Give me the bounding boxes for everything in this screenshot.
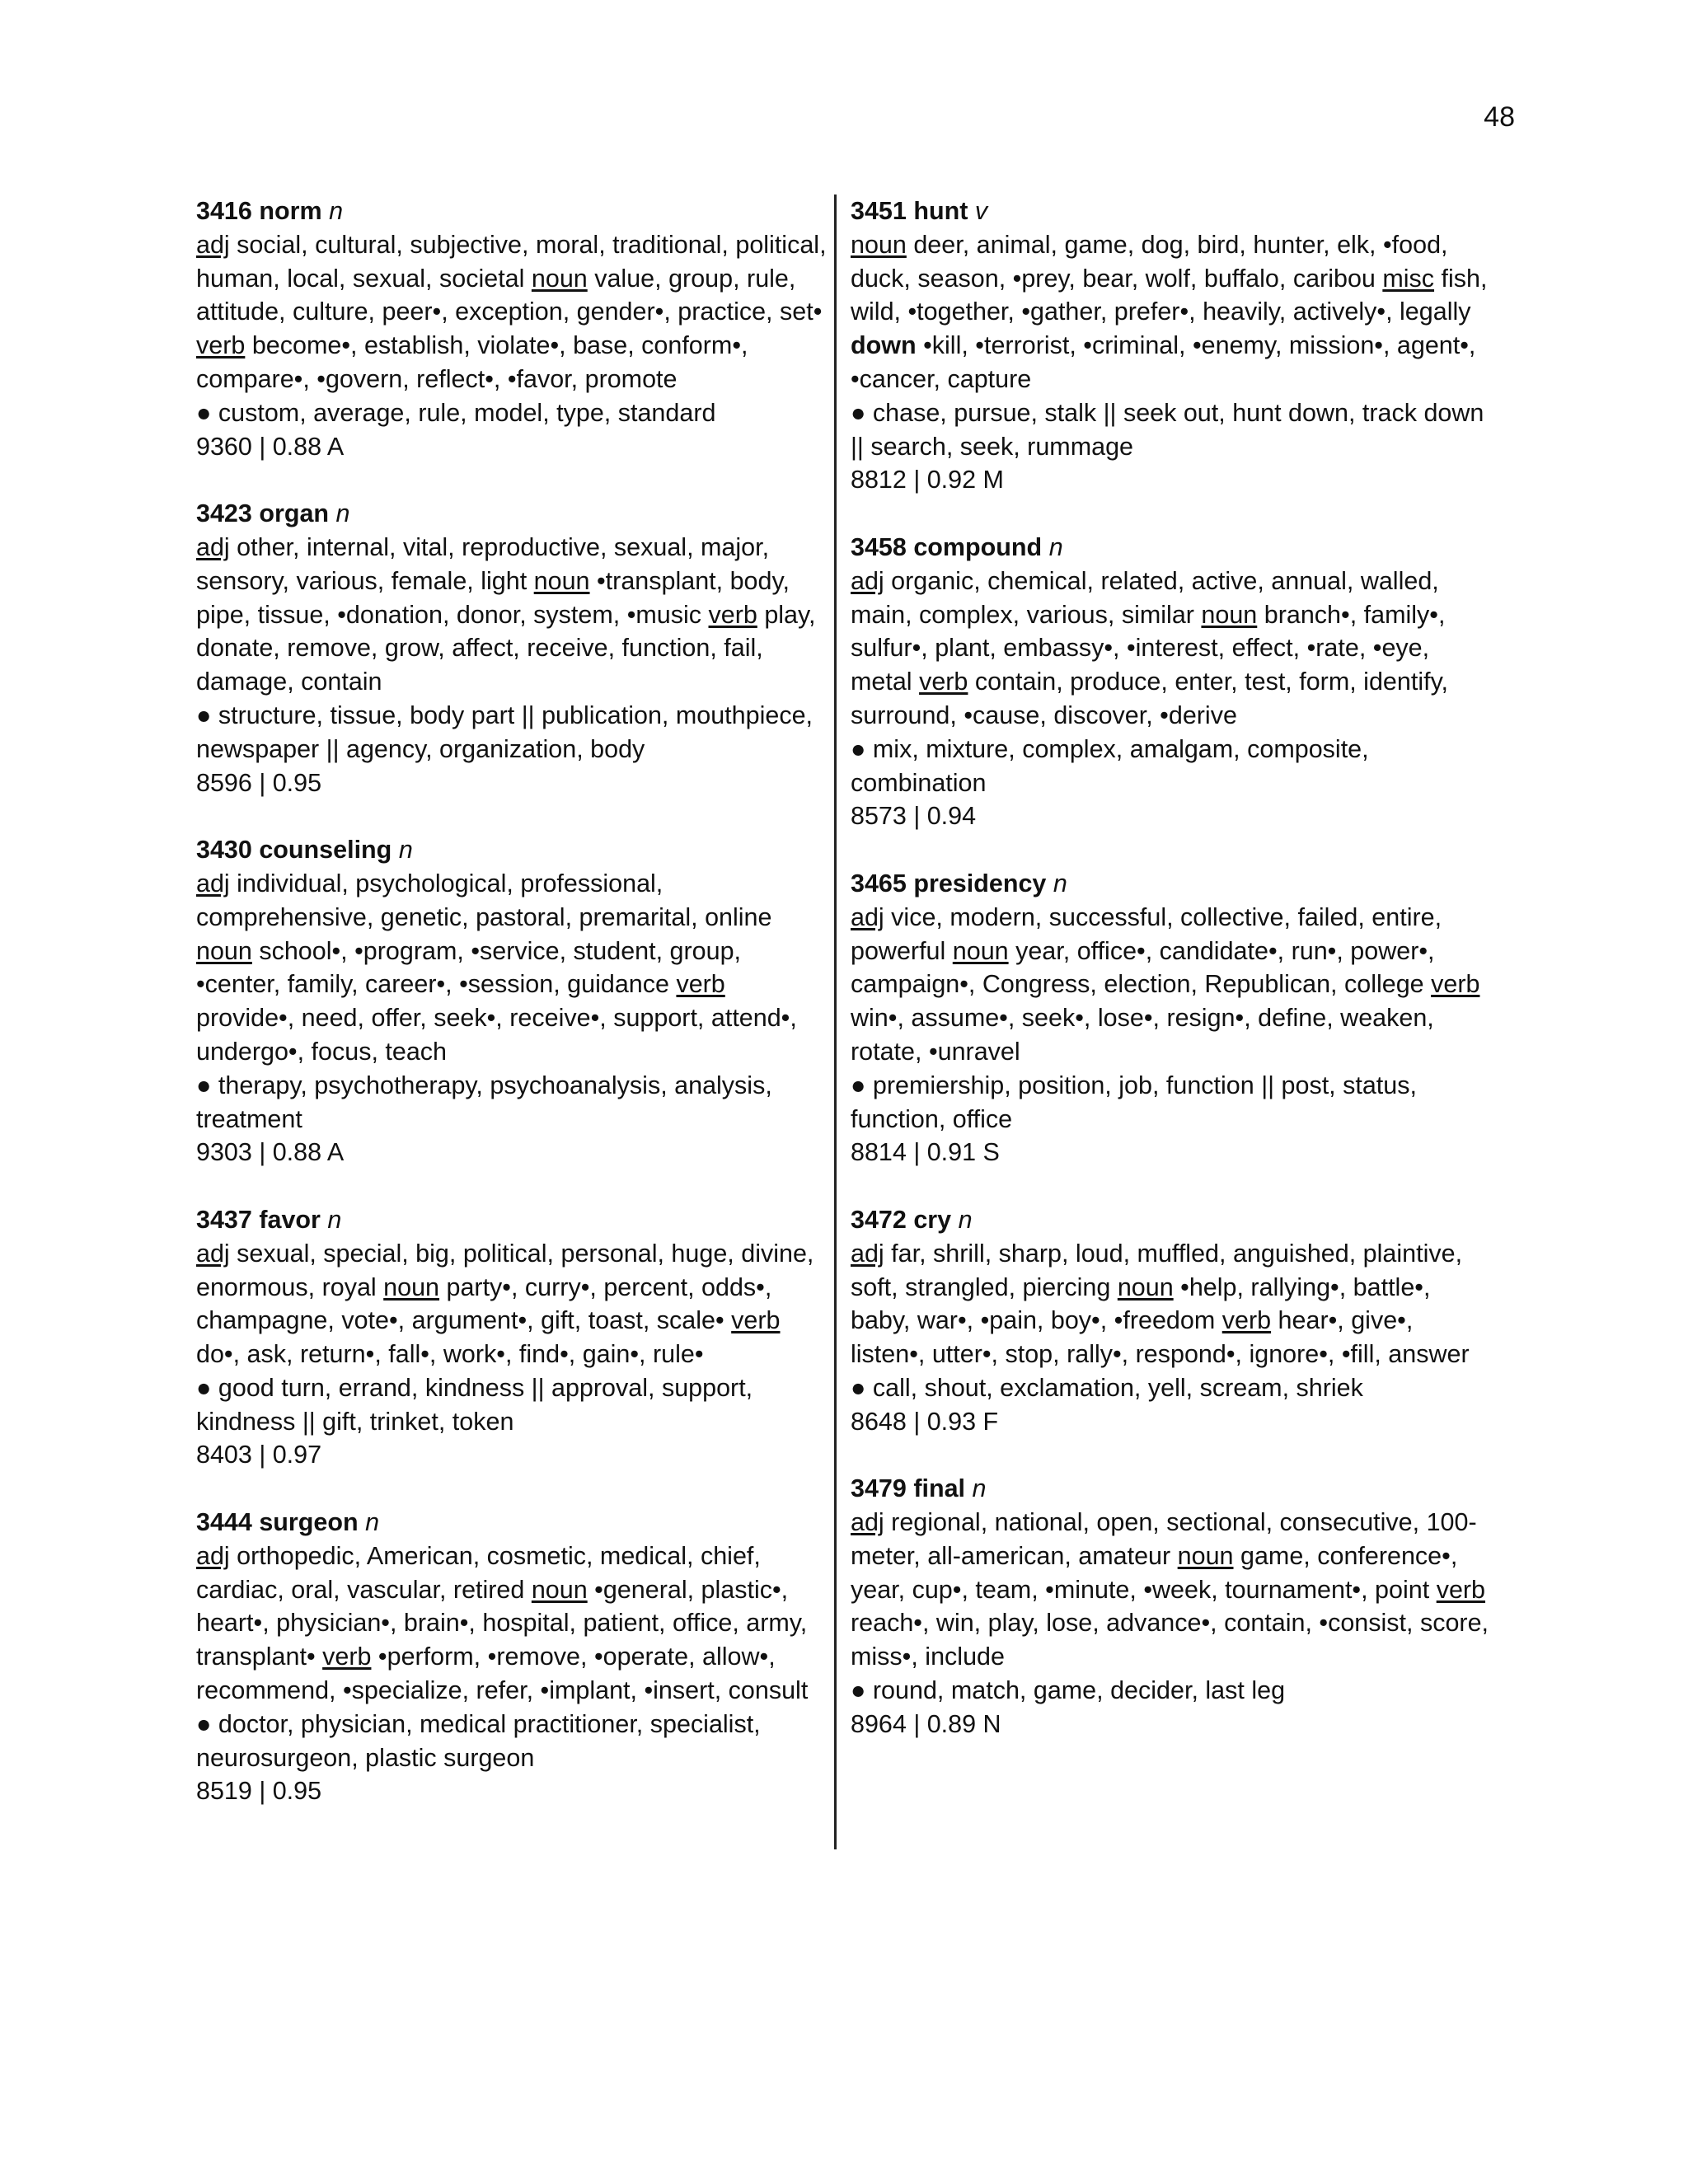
category-label: verb — [919, 668, 968, 696]
dictionary-entry — [196, 1203, 829, 1472]
entry-heading — [196, 1506, 829, 1540]
category-label: adj — [196, 869, 230, 898]
category-label: adj — [851, 566, 884, 595]
entry-line — [196, 1237, 829, 1371]
entry-line — [851, 1069, 1493, 1137]
phrasal-particle: down — [851, 331, 917, 360]
dictionary-entry — [196, 497, 829, 799]
category-label: adj — [196, 230, 230, 259]
part-of-speech: n — [1048, 532, 1063, 561]
entry-text: •transplant, body, pipe, tissue, •donation, donor, system, •music — [196, 566, 790, 629]
entry-line — [196, 1136, 829, 1169]
entry-heading — [851, 867, 1493, 901]
category-label: misc — [1382, 264, 1435, 293]
entry-heading — [196, 833, 829, 867]
entry-line — [196, 1708, 829, 1775]
entry-heading — [851, 531, 1493, 565]
part-of-speech: n — [335, 499, 350, 528]
category-label: adj — [196, 1239, 230, 1268]
entry-text: provide•, need, offer, seek•, receive•, support, attend•, undergo•, focus, teach — [196, 1004, 797, 1066]
entry-text: 8812 | 0.92 M — [851, 466, 1004, 494]
category-label: verb — [322, 1643, 372, 1671]
entry-text: play, donate, remove, grow, affect, receive, function, fail, damage, contain — [196, 600, 816, 696]
entry-text: party•, curry•, percent, odds•, champagne, vote•, argument•, gift, toast, scale• — [196, 1272, 772, 1335]
entry-heading — [196, 1203, 829, 1237]
right-column — [851, 194, 1493, 1774]
category-label: verb — [1431, 970, 1480, 999]
category-label: adj — [196, 1541, 230, 1570]
dictionary-entry — [851, 867, 1493, 1169]
headword: 3444 surgeon — [196, 1508, 359, 1537]
category-label: noun — [952, 936, 1009, 965]
entry-line — [851, 329, 1493, 396]
category-label: noun — [533, 566, 590, 595]
entry-line — [196, 766, 829, 800]
entry-text: game, conference•, year, cup•, team, •minute, •week, tournament•, point — [851, 1541, 1458, 1604]
entry-text: ● good turn, errand, kindness || approval, support, kindness || gift, trinket, token — [196, 1373, 753, 1436]
entry-line — [851, 1371, 1493, 1405]
entry-heading — [851, 1203, 1493, 1237]
entry-line — [196, 396, 829, 430]
entry-text: social, cultural, subjective, moral, traditional, political, human, local, sexual, societal — [196, 230, 827, 293]
dictionary-entry — [851, 1203, 1493, 1439]
entry-line — [196, 531, 829, 699]
dictionary-entry — [851, 531, 1493, 833]
entry-line — [851, 1708, 1493, 1741]
entry-text: school•, •program, •service, student, group, •center, family, career•, •session, guidance — [196, 936, 742, 999]
entry-text: ● mix, mixture, complex, amalgam, composite, combination — [851, 734, 1369, 797]
entry-text: 9360 | 0.88 A — [196, 432, 345, 461]
entry-text: ● round, match, game, decider, last leg — [851, 1676, 1286, 1705]
entry-text: •kill, •terrorist, •criminal, •enemy, mission•, agent•, •cancer, capture — [851, 331, 1476, 393]
category-label: noun — [851, 230, 907, 259]
category-label: verb — [1436, 1575, 1486, 1604]
entry-heading — [851, 1472, 1493, 1506]
entry-text: 8403 | 0.97 — [196, 1441, 322, 1469]
entry-text: •help, rallying•, battle•, baby, war•, •pain, boy•, •freedom — [851, 1272, 1431, 1335]
entry-line — [196, 1371, 829, 1439]
dictionary-entry — [196, 1506, 829, 1808]
category-label: verb — [676, 970, 725, 999]
part-of-speech: n — [1053, 869, 1067, 898]
entry-text: become•, establish, violate•, base, conform•, compare•, •govern, reflect•, •favor, promote — [196, 331, 748, 393]
entry-text: ● structure, tissue, body part || publication, mouthpiece, newspaper || agency, organization, body — [196, 701, 814, 763]
entry-text: win•, assume•, seek•, lose•, resign•, define, weaken, rotate, •unravel — [851, 1004, 1434, 1066]
entry-line — [196, 699, 829, 766]
entry-text: contain, produce, enter, test, form, identify, surround, •cause, discover, •derive — [851, 668, 1449, 729]
entry-line — [851, 565, 1493, 733]
entry-line — [851, 1405, 1493, 1439]
entry-text: deer, animal, game, dog, bird, hunter, elk, •food, duck, season, •prey, bear, wolf, buffalo, caribou — [851, 230, 1448, 293]
category-label: verb — [196, 331, 246, 360]
entry-line — [196, 867, 829, 1069]
headword: 3472 cry — [851, 1205, 952, 1234]
part-of-speech: n — [398, 836, 413, 865]
headword: 3430 counseling — [196, 836, 392, 865]
entry-heading — [196, 497, 829, 531]
headword: 3416 norm — [196, 197, 322, 225]
category-label: adj — [851, 1239, 884, 1268]
entry-text: 8573 | 0.94 — [851, 802, 977, 831]
category-label: noun — [531, 264, 588, 293]
headword: 3437 favor — [196, 1205, 321, 1234]
left-column — [196, 194, 829, 1842]
entry-line — [196, 1774, 829, 1808]
part-of-speech: n — [327, 1205, 342, 1234]
category-label: noun — [1117, 1272, 1174, 1301]
part-of-speech: n — [972, 1474, 987, 1503]
category-label: noun — [383, 1272, 440, 1301]
entry-text: ● doctor, physician, medical practitioner, specialist, neurosurgeon, plastic surgeon — [196, 1709, 761, 1772]
entry-text: ● custom, average, rule, model, type, standard — [196, 398, 716, 427]
entry-text: sexual, special, big, political, personal, huge, divine, enormous, royal — [196, 1239, 814, 1301]
entry-text: hear•, give•, listen•, utter•, stop, rally•, respond•, ignore•, •fill, answer — [851, 1306, 1470, 1369]
part-of-speech: n — [958, 1205, 973, 1234]
entry-text: 8596 | 0.95 — [196, 768, 322, 797]
entry-line — [196, 1069, 829, 1137]
entry-text: 8519 | 0.95 — [196, 1777, 322, 1806]
entry-text: reach•, win, play, lose, advance•, contain, •consist, score, miss•, include — [851, 1609, 1489, 1671]
entry-text: branch•, family•, sulfur•, plant, embassy•, •interest, effect, •rate, •eye, metal — [851, 600, 1446, 696]
entry-line — [851, 228, 1493, 329]
headword: 3458 compound — [851, 532, 1043, 561]
entry-line — [851, 1237, 1493, 1371]
entry-line — [851, 1136, 1493, 1169]
entry-line — [196, 430, 829, 464]
entry-text: 8814 | 0.91 S — [851, 1138, 1000, 1167]
headword: 3423 organ — [196, 499, 330, 528]
entry-line — [196, 1438, 829, 1472]
part-of-speech: n — [329, 197, 344, 225]
entry-text: vice, modern, successful, collective, failed, entire, powerful — [851, 902, 1442, 965]
entry-text: far, shrill, sharp, loud, muffled, anguished, plaintive, soft, strangled, piercing — [851, 1239, 1463, 1301]
entry-line — [851, 396, 1493, 464]
entry-line — [851, 901, 1493, 1069]
entry-line — [851, 1674, 1493, 1708]
entry-line — [851, 799, 1493, 833]
entry-text: ● therapy, psychotherapy, psychoanalysis, analysis, treatment — [196, 1071, 772, 1133]
entry-heading — [196, 194, 829, 228]
entry-text: •general, plastic•, heart•, physician•, brain•, hospital, patient, office, army, transplant• — [196, 1575, 808, 1671]
entry-line — [196, 1540, 829, 1708]
dictionary-entry — [196, 194, 829, 463]
entry-text: 9303 | 0.88 A — [196, 1138, 345, 1167]
category-label: verb — [1221, 1306, 1272, 1335]
entry-text: individual, psychological, professional, comprehensive, genetic, pastoral, premarital, online — [196, 869, 772, 931]
dictionary-entry — [851, 1472, 1493, 1741]
category-label: noun — [1201, 600, 1258, 629]
category-label: adj — [851, 902, 884, 931]
entry-line — [851, 463, 1493, 497]
headword: 3465 presidency — [851, 869, 1047, 898]
category-label: verb — [708, 600, 757, 629]
entry-text: value, group, rule, attitude, culture, peer•, exception, gender•, practice, set• — [196, 264, 823, 326]
entry-line — [851, 733, 1493, 800]
headword: 3451 hunt — [851, 197, 968, 225]
entry-text: organic, chemical, related, active, annual, walled, main, complex, various, similar — [851, 566, 1439, 629]
page-number: 48 — [1484, 101, 1515, 133]
dictionary-entry — [851, 194, 1493, 497]
entry-text: ● chase, pursue, stalk || seek out, hunt down, track down || search, seek, rummage — [851, 398, 1484, 461]
column-divider — [834, 194, 837, 1849]
category-label: noun — [531, 1575, 588, 1604]
entry-text: 8964 | 0.89 N — [851, 1709, 1001, 1738]
category-label: noun — [1177, 1541, 1234, 1570]
entry-text: year, office•, candidate•, run•, power•, campaign•, Congress, election, Republican, college — [851, 936, 1435, 999]
entry-text: regional, national, open, sectional, consecutive, 100-meter, all-american, amateur — [851, 1508, 1477, 1570]
entry-line — [196, 228, 829, 396]
entry-text: other, internal, vital, reproductive, sexual, major, sensory, various, female, light — [196, 532, 770, 595]
category-label: noun — [196, 936, 252, 965]
entry-text: do•, ask, return•, fall•, work•, find•, gain•, rule• — [196, 1340, 704, 1369]
part-of-speech: v — [974, 197, 988, 225]
category-label: adj — [851, 1508, 884, 1537]
entry-text: •perform, •remove, •operate, allow•, recommend, •specialize, refer, •implant, •insert, consult — [196, 1643, 809, 1705]
entry-text: fish, wild, •together, •gather, prefer•, heavily, actively•, legally — [851, 264, 1488, 326]
entry-heading — [851, 194, 1493, 228]
entry-text: 8648 | 0.93 F — [851, 1407, 999, 1436]
category-label: verb — [731, 1306, 781, 1335]
part-of-speech: n — [365, 1508, 380, 1537]
entry-text: ● premiership, position, job, function || post, status, function, office — [851, 1071, 1417, 1133]
dictionary-entry — [196, 833, 829, 1169]
entry-text: ● call, shout, exclamation, yell, scream, shriek — [851, 1373, 1363, 1402]
entry-line — [851, 1506, 1493, 1674]
headword: 3479 final — [851, 1474, 966, 1503]
category-label: adj — [196, 532, 230, 561]
entry-text: orthopedic, American, cosmetic, medical, chief, cardiac, oral, vascular, retired — [196, 1541, 761, 1604]
